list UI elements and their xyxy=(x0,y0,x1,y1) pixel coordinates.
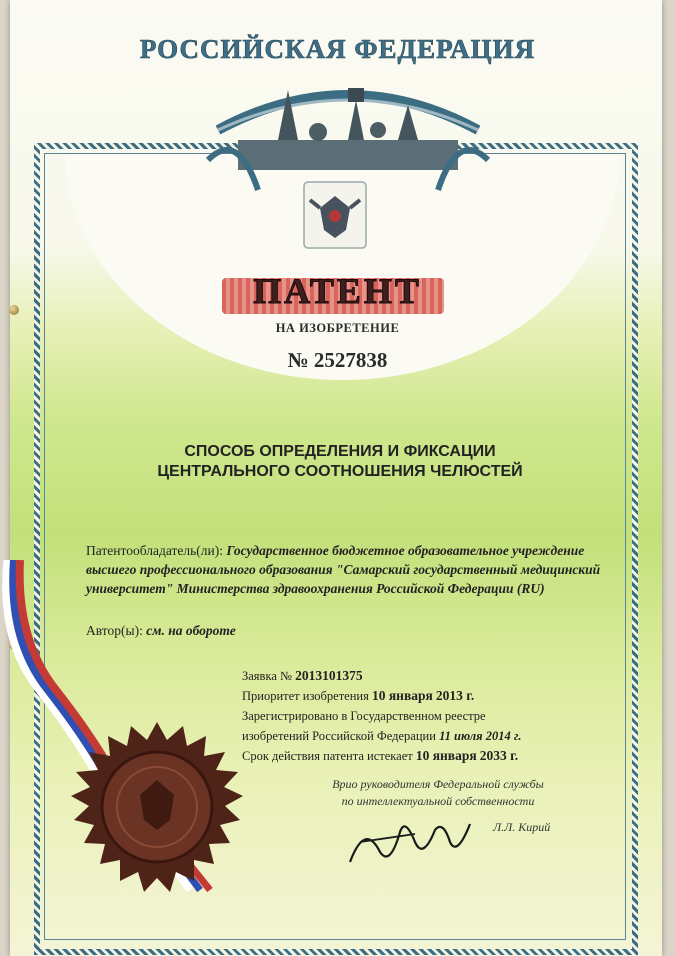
author-label: Автор(ы): xyxy=(86,623,143,638)
patent-heading: ПАТЕНТ xyxy=(253,271,422,311)
holder-value: Государственное бюджетное образовательное учреждение высшего профессионального образования "Самарский государственный медицинский университет" Министерства здравоохранения Российской Федерации (RU) xyxy=(86,543,601,596)
signatory-title: Врио руководителя Федеральной службы по интеллектуальной собственности xyxy=(332,777,544,808)
expiry-date: 10 января xyxy=(415,748,477,763)
handwritten-signature xyxy=(345,812,475,872)
wax-seal xyxy=(70,720,245,895)
signatory-name: Л.Л. Кирий xyxy=(493,820,551,834)
application-details xyxy=(242,666,602,766)
invention-title xyxy=(80,442,600,482)
invention-title-line-2: ЦЕНТРАЛЬНОГО СООТНОШЕНИЯ ЧЕЛЮСТЕЙ xyxy=(157,463,523,480)
priority-row: Приоритет изобретения 10 января 2013 г. xyxy=(242,688,475,703)
priority-date: 10 января xyxy=(371,688,433,703)
author-value: см. на обороте xyxy=(146,623,236,638)
coat-of-arms-icon xyxy=(300,180,370,252)
application-number: 2013101375 xyxy=(295,668,363,683)
expiry-row: Срок действия патента истекает 10 января 2033 г. xyxy=(242,748,519,763)
country-heading: РОССИЙСКАЯ ФЕДЕРАЦИЯ xyxy=(139,34,536,64)
expiry-year: 2033 г. xyxy=(479,748,519,763)
patent-number: № 2527838 xyxy=(287,348,388,372)
priority-year: 2013 г. xyxy=(435,688,475,703)
registered-date: 11 июля 2014 г. xyxy=(439,729,522,743)
application-number-row: Заявка № 2013101375 xyxy=(242,668,363,683)
registered-row: изобретений Российской Федерации 11 июля 2014 г. xyxy=(242,729,522,743)
invention-title-line-1: СПОСОБ ОПРЕДЕЛЕНИЯ И ФИКСАЦИИ xyxy=(184,443,496,460)
patent-type: НА ИЗОБРЕТЕНИЕ xyxy=(275,321,400,335)
registered-line-1: Зарегистрировано в Государственном реестре xyxy=(242,709,486,723)
holder-label: Патентообладатель(ли): xyxy=(86,543,223,558)
